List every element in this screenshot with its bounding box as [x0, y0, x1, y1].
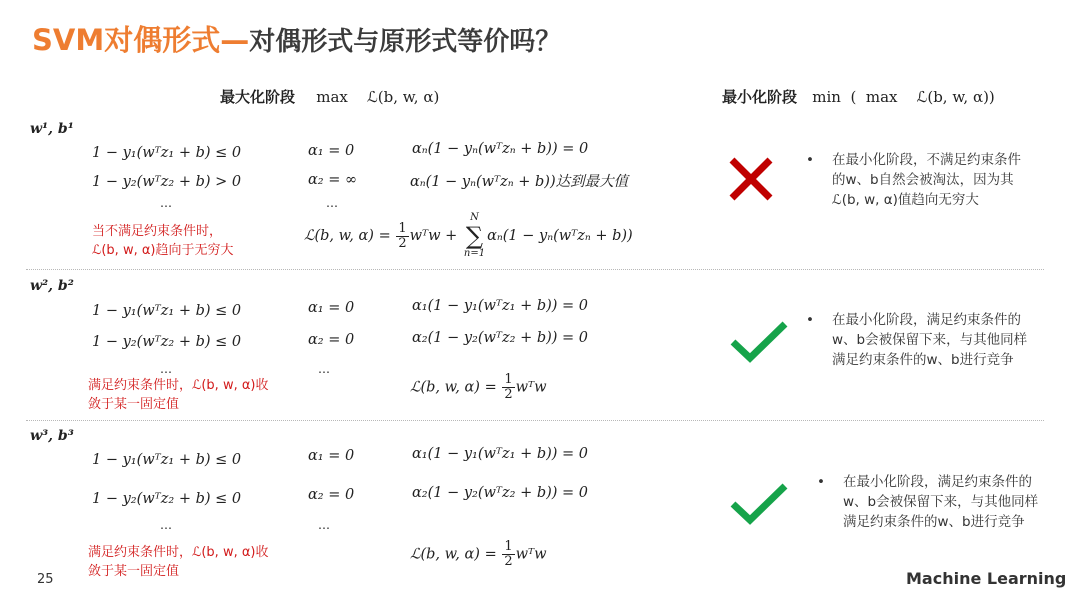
s2-note-bullet: •: [806, 312, 814, 328]
max-stage-expr: max ℒ(b, w, α): [316, 88, 440, 106]
s1-lag-lhs: ℒ(b, w, α) =: [304, 228, 391, 244]
s2-alpha-2: α₂ = 0: [308, 332, 355, 348]
s3-note-bullet: •: [817, 474, 825, 490]
s2-red-note: 满足约束条件时，ℒ(b, w, α)收敛于某一固定值: [88, 378, 269, 412]
max-stage-header: [220, 86, 439, 107]
s1-lag-mid: wᵀw +: [409, 228, 458, 244]
s3-alpha-2: α₂ = 0: [308, 487, 355, 503]
s3-note-text: 在最小化阶段，满足约束条件的w、b会被保留下来，与其他同样满足约束条件的w、b进行竞争: [843, 474, 1039, 530]
s3-constraint-dots: …: [160, 518, 172, 532]
s2-alpha-dots: …: [318, 362, 330, 376]
s2-constraint-dots: …: [160, 362, 172, 376]
s2-lag-lhs: ℒ(b, w, α) =: [410, 379, 497, 396]
title-part-2: 对偶形式与原形式等价吗？: [249, 27, 562, 57]
s2-lag-half: [502, 373, 514, 402]
min-stage-expr: min ( max ℒ(b, w, α)): [812, 88, 995, 106]
s2-constraint-1: 1 − y₁(wᵀz₁ + b) ≤ 0: [92, 303, 242, 319]
s1-lag-num: 1: [398, 220, 407, 236]
s2-min-note: [806, 310, 1028, 370]
s1-lagrangian: [304, 212, 633, 260]
s1-alpha-2: α₂ = ∞: [308, 172, 358, 188]
s3-lag-num: 1: [504, 539, 513, 554]
s1-product-1: αₙ(1 − yₙ(wᵀzₙ + b)) = 0: [412, 141, 589, 157]
s1-constraint-2: 1 − y₂(wᵀz₂ + b) > 0: [92, 174, 242, 190]
s1-constraint-1: 1 − y₁(wᵀz₁ + b) ≤ 0: [92, 145, 242, 161]
s1-lag-tail: αₙ(1 − yₙ(wᵀzₙ + b)): [487, 228, 633, 244]
max-stage-label: 最大化阶段: [220, 88, 296, 106]
s3-product-1: α₁(1 − y₁(wᵀz₁ + b)) = 0: [412, 446, 589, 462]
s1-alpha-1: α₁ = 0: [308, 143, 355, 159]
s1-lag-den: 2: [398, 235, 407, 251]
section-divider-2: [26, 420, 1044, 421]
s2-alpha-1: α₁ = 0: [308, 300, 355, 316]
s2-lag-num: 1: [504, 372, 513, 387]
s3-alpha-1: α₁ = 0: [308, 448, 355, 464]
s3-constraint-2: 1 − y₂(wᵀz₂ + b) ≤ 0: [92, 491, 242, 507]
s2-product-2: α₂(1 − y₂(wᵀz₂ + b)) = 0: [412, 330, 589, 346]
s3-lag-tail: wᵀw: [515, 546, 547, 563]
s3-product-2: α₂(1 − y₂(wᵀz₂ + b)) = 0: [412, 485, 589, 501]
check-icon: [728, 480, 790, 532]
page-number: 25: [37, 572, 54, 587]
cross-icon: [728, 156, 774, 206]
title-part-1: SVM对偶形式—: [32, 23, 250, 57]
s2-lag-tail: wᵀw: [515, 379, 547, 396]
section-1-label: w¹, b¹: [30, 121, 74, 137]
min-stage-header: [722, 86, 995, 107]
s2-product-1: α₁(1 − y₁(wᵀz₁ + b)) = 0: [412, 298, 589, 314]
s3-constraint-1: 1 − y₁(wᵀz₁ + b) ≤ 0: [92, 452, 242, 468]
s2-lag-den: 2: [504, 387, 513, 402]
s1-sum-sigma: ∑: [465, 222, 484, 250]
s3-lag-half: [502, 540, 514, 569]
s3-min-note: [817, 472, 1039, 532]
s1-lag-sum: [464, 212, 485, 260]
s1-note-text: 在最小化阶段，不满足约束条件的w、b自然会被淘汰，因为其ℒ(b, w, α)值趋向无穷大: [832, 152, 1021, 208]
s3-alpha-dots: …: [318, 518, 330, 532]
slide-title: [32, 18, 561, 59]
check-icon: [728, 318, 790, 370]
s1-lag-half: [396, 222, 408, 251]
s1-product-2: αₙ(1 − yₙ(wᵀzₙ + b))达到最大值: [410, 174, 629, 190]
s1-note-bullet: •: [806, 152, 814, 168]
s3-lag-den: 2: [504, 554, 513, 569]
s1-constraint-dots: …: [160, 196, 172, 210]
s1-sum-top: N: [470, 212, 479, 223]
section-3-label: w³, b³: [30, 428, 74, 444]
s3-lagrangian: [410, 540, 547, 569]
s2-note-text: 在最小化阶段，满足约束条件的w、b会被保留下来，与其他同样满足约束条件的w、b进行竞争: [832, 312, 1028, 368]
s3-lag-lhs: ℒ(b, w, α) =: [410, 546, 497, 563]
s2-lagrangian: [410, 373, 547, 402]
s1-sum-bottom: n=1: [463, 248, 486, 259]
section-divider-1: [26, 269, 1044, 270]
s1-red-note: 当不满足约束条件时，ℒ(b, w, α)趋向于无穷大: [92, 224, 234, 258]
min-stage-label: 最小化阶段: [722, 88, 798, 106]
section-2-label: w², b²: [30, 278, 74, 294]
s3-red-note: 满足约束条件时，ℒ(b, w, α)收敛于某一固定值: [88, 545, 269, 579]
s1-min-note: [806, 150, 1032, 210]
s1-alpha-dots: …: [326, 196, 338, 210]
brand-label: Machine Learning: [906, 569, 1067, 588]
s2-constraint-2: 1 − y₂(wᵀz₂ + b) ≤ 0: [92, 334, 242, 350]
